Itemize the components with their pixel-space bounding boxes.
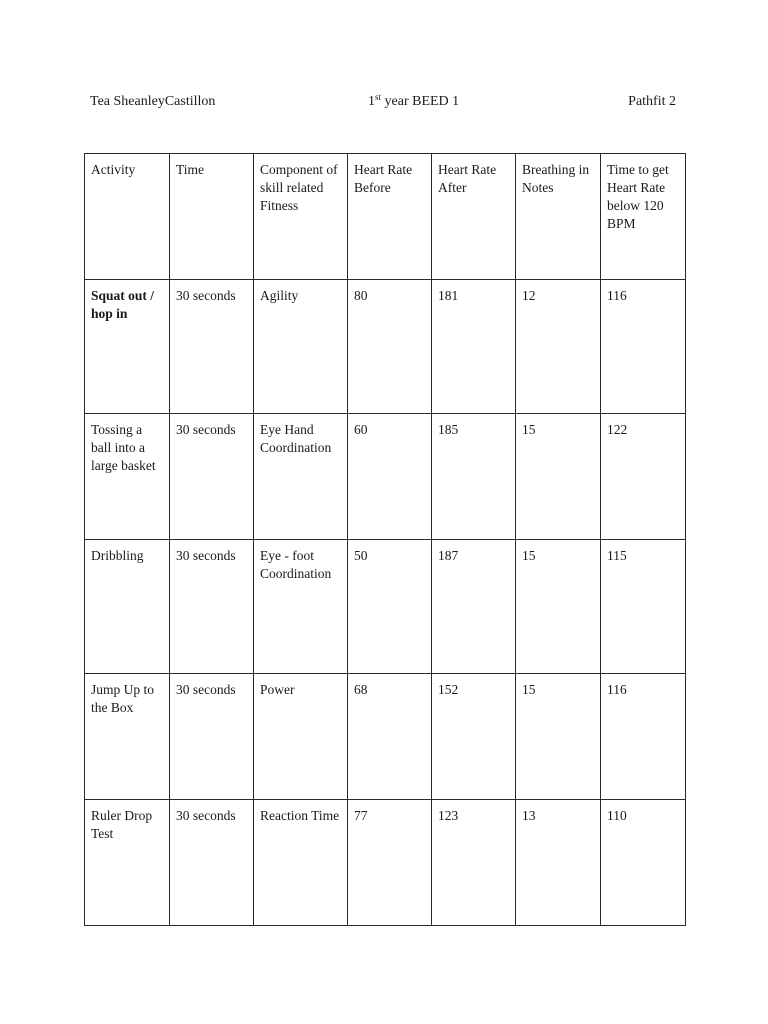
fitness-activity-table bbox=[84, 153, 686, 926]
cell-component: Eye Hand Coordination bbox=[254, 414, 348, 540]
cell-heart-rate-after: 123 bbox=[432, 800, 516, 926]
table-row bbox=[85, 674, 686, 800]
header-cell-time: Time bbox=[170, 154, 254, 280]
cell-recovery-time: 116 bbox=[601, 280, 686, 414]
header-cell-component: Component of skill related Fitness bbox=[254, 154, 348, 280]
year-suffix: st bbox=[375, 92, 382, 102]
cell-recovery-time: 110 bbox=[601, 800, 686, 926]
cell-heart-rate-after: 185 bbox=[432, 414, 516, 540]
cell-recovery-time: 115 bbox=[601, 540, 686, 674]
cell-recovery-time: 122 bbox=[601, 414, 686, 540]
cell-time: 30 seconds bbox=[170, 540, 254, 674]
header-cell-recovery-time: Time to get Heart Rate below 120 BPM bbox=[601, 154, 686, 280]
cell-heart-rate-after: 152 bbox=[432, 674, 516, 800]
cell-time: 30 seconds bbox=[170, 280, 254, 414]
cell-activity: Dribbling bbox=[85, 540, 170, 674]
cell-time: 30 seconds bbox=[170, 674, 254, 800]
year-rest: year BEED 1 bbox=[381, 94, 460, 109]
student-name: Tea SheanleyCastillon bbox=[90, 94, 216, 109]
cell-time: 30 seconds bbox=[170, 414, 254, 540]
table-row bbox=[85, 280, 686, 414]
year-number: 1 bbox=[368, 94, 375, 109]
cell-component: Reaction Time bbox=[254, 800, 348, 926]
cell-activity: Jump Up to the Box bbox=[85, 674, 170, 800]
document-header bbox=[90, 94, 676, 114]
table-row bbox=[85, 540, 686, 674]
cell-heart-rate-after: 181 bbox=[432, 280, 516, 414]
cell-time: 30 seconds bbox=[170, 800, 254, 926]
cell-breathing-notes: 13 bbox=[516, 800, 601, 926]
cell-breathing-notes: 15 bbox=[516, 674, 601, 800]
year-level bbox=[368, 94, 459, 110]
header-cell-heart-rate-after: Heart Rate After bbox=[432, 154, 516, 280]
header-cell-activity: Activity bbox=[85, 154, 170, 280]
table-header-row bbox=[85, 154, 686, 280]
cell-breathing-notes: 15 bbox=[516, 414, 601, 540]
cell-component: Power bbox=[254, 674, 348, 800]
cell-heart-rate-before: 68 bbox=[348, 674, 432, 800]
table-row bbox=[85, 800, 686, 926]
cell-heart-rate-after: 187 bbox=[432, 540, 516, 674]
cell-component: Agility bbox=[254, 280, 348, 414]
header-cell-heart-rate-before: Heart Rate Before bbox=[348, 154, 432, 280]
cell-breathing-notes: 15 bbox=[516, 540, 601, 674]
table-row bbox=[85, 414, 686, 540]
cell-activity: Squat out / hop in bbox=[85, 280, 170, 414]
cell-heart-rate-before: 77 bbox=[348, 800, 432, 926]
cell-recovery-time: 116 bbox=[601, 674, 686, 800]
cell-heart-rate-before: 50 bbox=[348, 540, 432, 674]
header-cell-breathing-notes: Breathing in Notes bbox=[516, 154, 601, 280]
cell-component: Eye - foot Coordination bbox=[254, 540, 348, 674]
cell-breathing-notes: 12 bbox=[516, 280, 601, 414]
cell-heart-rate-before: 80 bbox=[348, 280, 432, 414]
course-name: Pathfit 2 bbox=[628, 94, 676, 109]
cell-activity: Ruler Drop Test bbox=[85, 800, 170, 926]
cell-heart-rate-before: 60 bbox=[348, 414, 432, 540]
cell-activity: Tossing a ball into a large basket bbox=[85, 414, 170, 540]
